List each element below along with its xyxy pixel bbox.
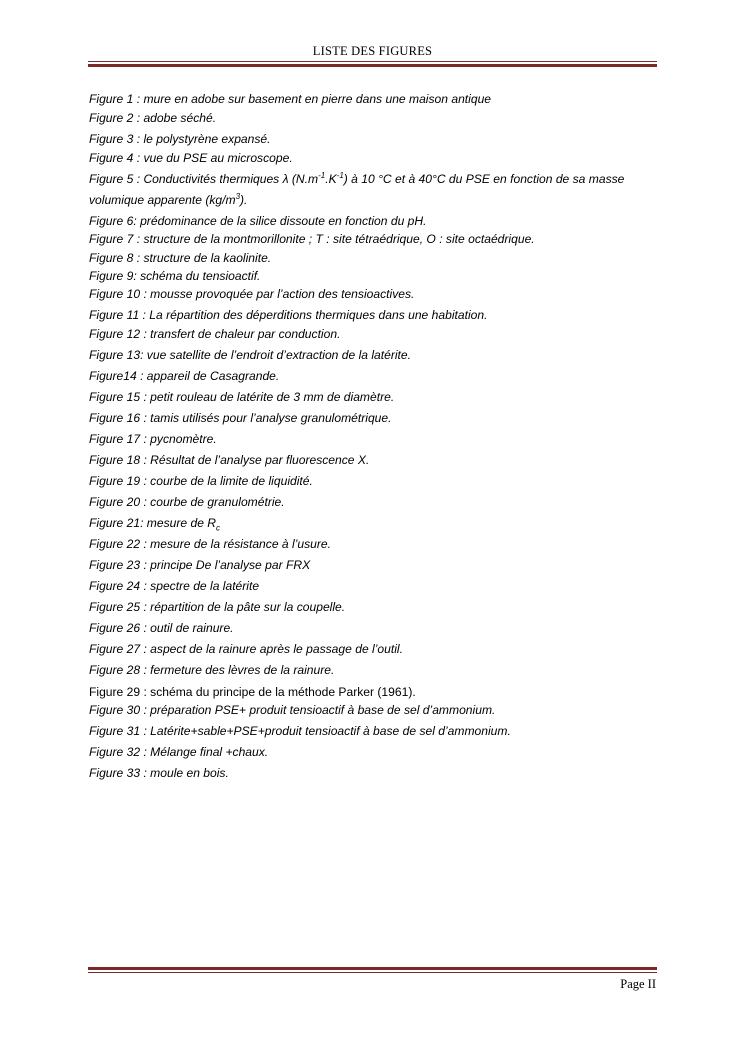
figure-entry-33: Figure 33 : moule en bois. xyxy=(89,766,229,780)
figure-entry-19: Figure 19 : courbe de la limite de liquidité. xyxy=(89,474,313,488)
figure-entry-18: Figure 18 : Résultat de l’analyse par fluorescence X. xyxy=(89,453,370,467)
figure-entry-21 xyxy=(89,513,664,534)
figure-entry-16: Figure 16 : tamis utilisés pour l’analyse granulométrique. xyxy=(89,411,392,425)
figure-entry-28: Figure 28 : fermeture des lèvres de la rainure. xyxy=(89,663,335,677)
figure-5-sup-a: -1 xyxy=(318,170,326,180)
figure-entry-13: Figure 13: vue satellite de l’endroit d’extraction de la latérite. xyxy=(89,348,412,362)
figure-5-text-b: .K xyxy=(325,172,337,186)
figure-entry-4: Figure 4 : vue du PSE au microscope. xyxy=(89,151,293,165)
figure-entry-3: Figure 3 : le polystyrène expansé. xyxy=(89,132,271,146)
header-rule-thin xyxy=(88,61,657,62)
figure-entry-2: Figure 2 : adobe séché. xyxy=(89,111,217,125)
figure-entry-23: Figure 23 : principe De l’analyse par FRX xyxy=(89,558,311,572)
figure-entry-31: Figure 31 : Latérite+sable+PSE+produit tensioactif à base de sel d’ammonium. xyxy=(89,724,511,738)
footer-rule-thin xyxy=(88,972,657,973)
figure-entry-9: Figure 9: schéma du tensioactif. xyxy=(89,269,261,283)
figure-entry-14: Figure14 : appareil de Casagrande. xyxy=(89,369,280,383)
figure-entry-12: Figure 12 : transfert de chaleur par conduction. xyxy=(89,327,341,341)
figure-entry-26: Figure 26 : outil de rainure. xyxy=(89,621,234,635)
figure-entry-22: Figure 22 : mesure de la résistance à l’usure. xyxy=(89,537,331,551)
figure-entry-32: Figure 32 : Mélange final +chaux. xyxy=(89,745,269,759)
figure-21-text: Figure 21: mesure de R xyxy=(89,516,217,530)
figure-entry-29: Figure 29 : schéma du principe de la méthode Parker (1961). xyxy=(89,685,416,699)
figure-5-text-a: Figure 5 : Conductivités thermiques λ (N.m xyxy=(89,172,319,186)
figure-entry-20: Figure 20 : courbe de granulométrie. xyxy=(89,495,285,509)
figure-entry-27: Figure 27 : aspect de la rainure après le passage de l’outil. xyxy=(89,642,403,656)
footer-rule-thick xyxy=(88,967,657,970)
figure-entry-24: Figure 24 : spectre de la latérite xyxy=(89,579,260,593)
figure-21-subscript: c xyxy=(216,523,221,533)
figure-entry-15: Figure 15 : petit rouleau de latérite de 3 mm de diamètre. xyxy=(89,390,395,404)
page-header-title: LISTE DES FIGURES xyxy=(312,44,433,58)
figure-5-sup-c: 3 xyxy=(235,191,241,201)
figure-entry-8: Figure 8 : structure de la kaolinite. xyxy=(89,251,272,265)
figure-entry-17: Figure 17 : pycnomètre. xyxy=(89,432,217,446)
figure-entry-11: Figure 11 : La répartition des déperditions thermiques dans une habitation. xyxy=(89,308,488,322)
figure-entry-6: Figure 6: prédominance de la silice dissoute en fonction du pH. xyxy=(89,214,427,228)
figure-5-text-d: ). xyxy=(240,193,248,207)
page-number: Page II xyxy=(620,977,656,991)
figure-entry-10: Figure 10 : mousse provoquée par l’action des tensioactives. xyxy=(89,287,415,301)
figure-entry-30: Figure 30 : préparation PSE+ produit tensioactif à base de sel d’ammonium. xyxy=(89,703,496,717)
figure-entry-5 xyxy=(89,169,664,211)
figure-entry-1: Figure 1 : mure en adobe sur basement en pierre dans une maison antique xyxy=(89,92,492,106)
figure-entry-7: Figure 7 : structure de la montmorillonite ; T : site tétraédrique, O : site octaédrique. xyxy=(89,232,535,246)
figure-5-text-c: ) à 10 °C et à 40°C du PSE en fonction de sa masse volumique apparente (kg/m xyxy=(89,172,625,207)
figure-5-sup-b: -1 xyxy=(336,170,344,180)
header-rule-thick xyxy=(88,64,657,67)
figure-entry-25: Figure 25 : répartition de la pâte sur la coupelle. xyxy=(89,600,346,614)
